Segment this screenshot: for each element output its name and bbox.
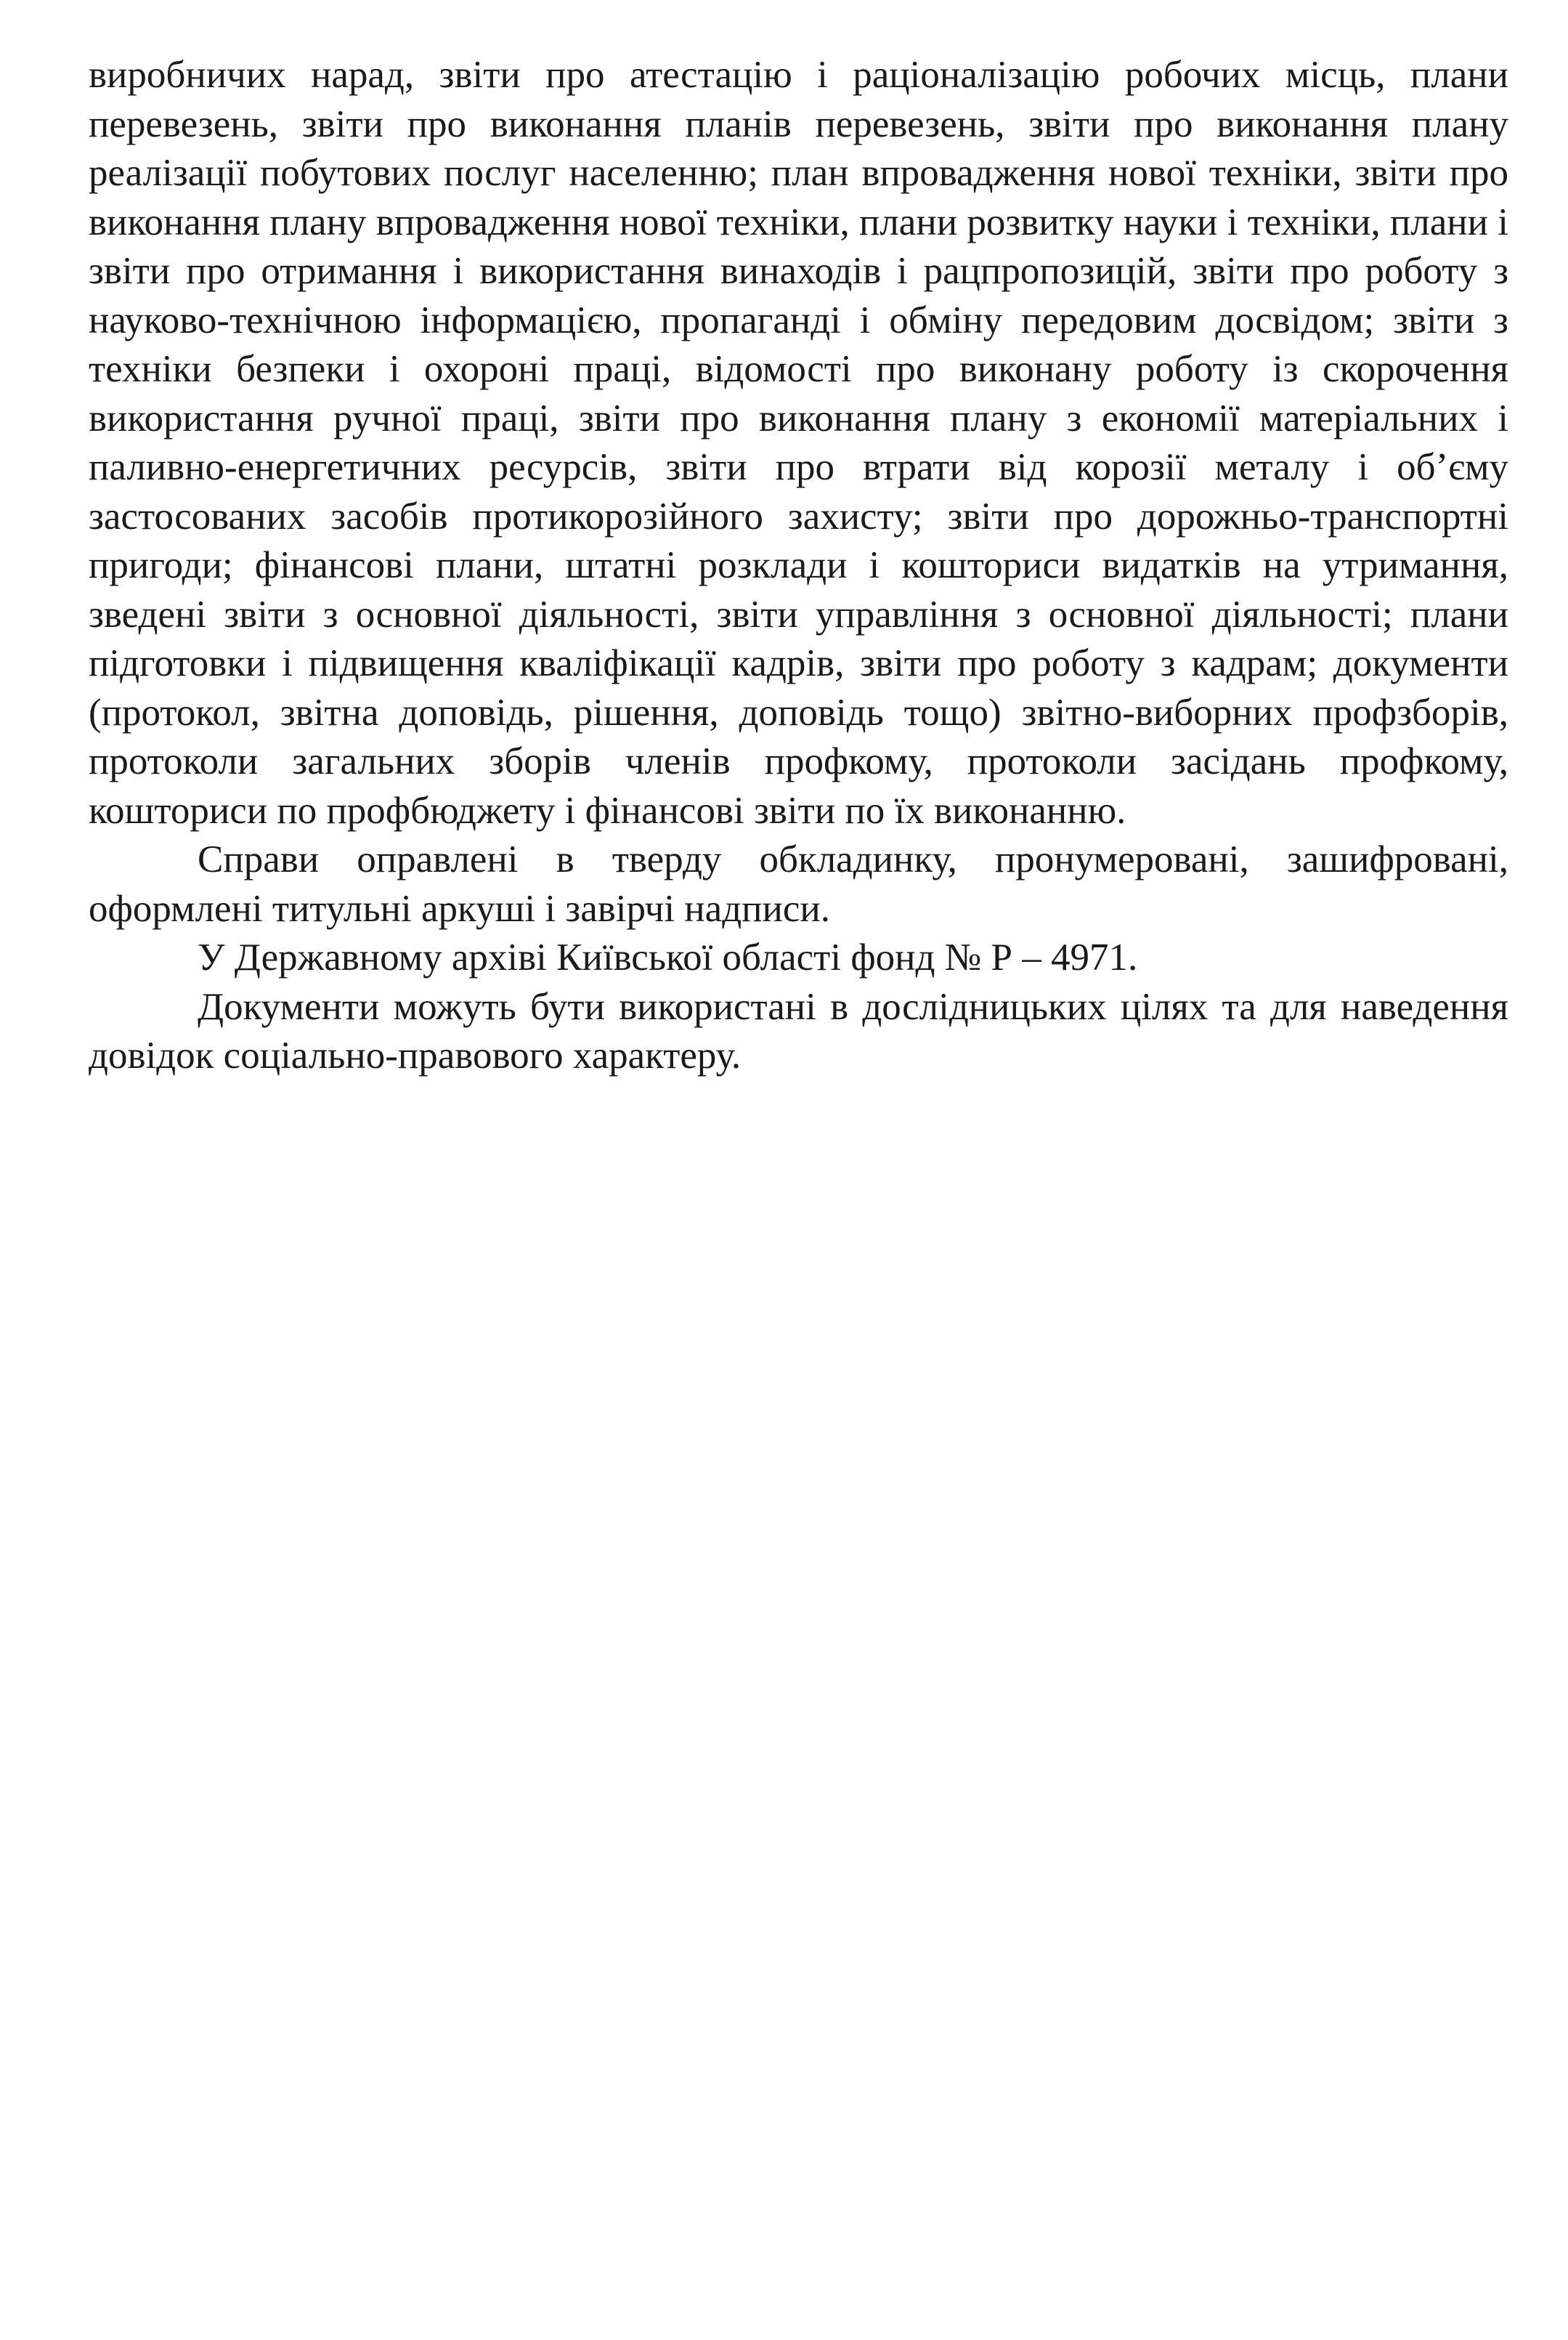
paragraph-usage-note: Документи можуть бути використані в дослідницьких цілях та для наведення довідок соціально-правового характеру. <box>89 985 1508 1077</box>
paragraph-binding-note: Справи оправлені в тверду обкладинку, пронумеровані, зашифровані, оформлені титульні аркуші і завірчі надписи. <box>89 838 1508 930</box>
paragraph-archive-fond: У Державному архіві Київської області фонд № Р – 4971. <box>198 936 1138 979</box>
paragraph-list-continuation: виробничих нарад, звіти про атестацію і раціоналізацію робочих місць, плани перевезень, звіти про виконання планів перевезень, звіти про виконання плану реалізації побутових послуг населенню; план впровадження нової техніки, звіти про виконання плану впровадження нової техніки, плани розвитку науки і техніки, плани і звіти про отримання і використання винаходів і рацпропозицій, звіти про роботу з науково-технічною інформацією, пропаганді і обміну передовим досвідом; звіти з техніки безпеки і охороні праці, відомості про виконану роботу із скорочення використання ручної праці, звіти про виконання плану з економії матеріальних і паливно-енергетичних ресурсів, звіти про втрати від корозії металу і об’єму застосованих засобів протикорозійного захисту; звіти про дорожньо-транспортні пригоди; фінансові плани, штатні розклади і кошториси видатків на утримання, зведені звіти з основної діяльності, звіти управління з основної діяльності; плани підготовки і підвищення кваліфікації кадрів, звіти про роботу з кадрам; документи (протокол, звітна доповідь, рішення, доповідь тощо) звітно-виборних профзборів, протоколи загальних зборів членів профкому, протоколи засідань профкому, кошториси по профбюджету і фінансові звіти по їх виконанню. <box>89 54 1508 832</box>
document-body <box>89 51 1508 1081</box>
